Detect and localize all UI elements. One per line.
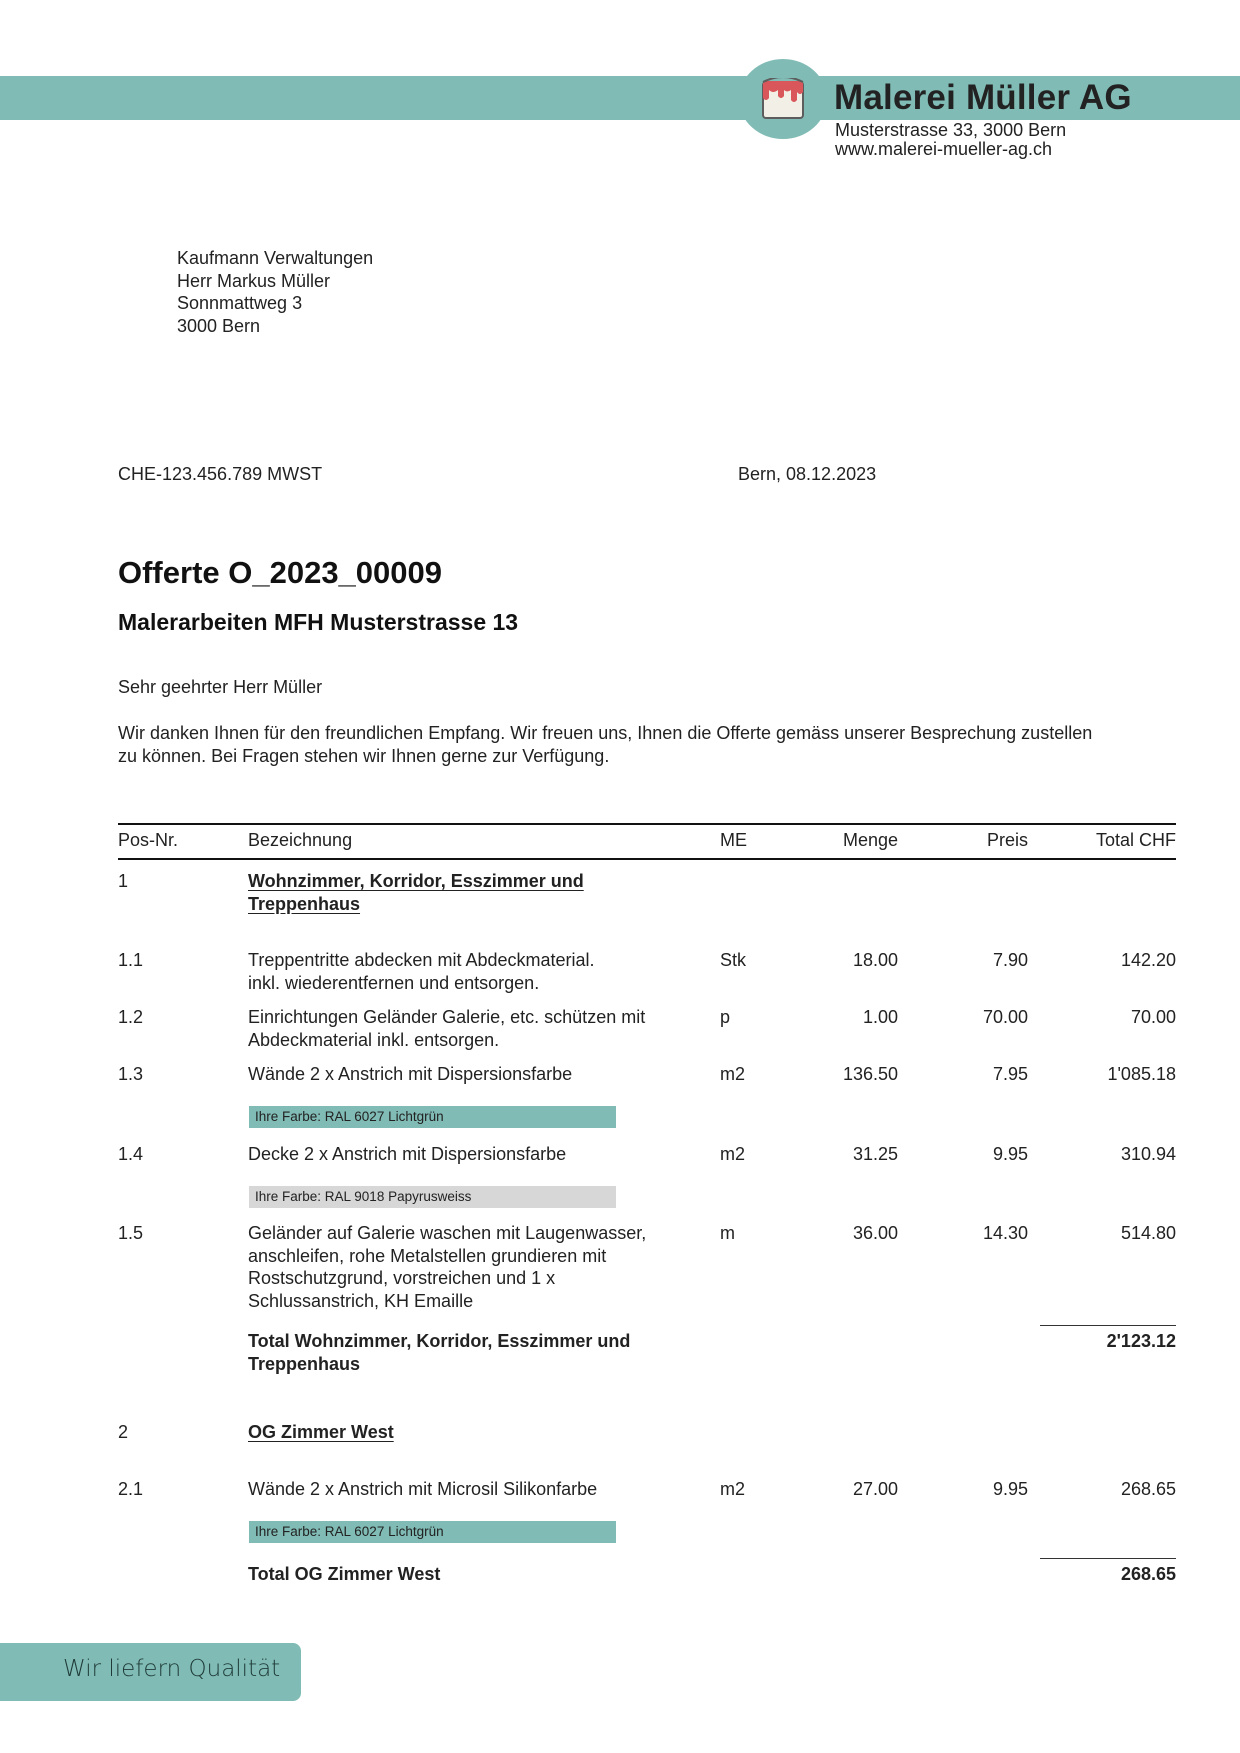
item-desc-line: Rostschutzgrund, vorstreichen und 1 x [248, 1268, 556, 1288]
intro-line: Wir danken Ihnen für den freundlichen Empfang. Wir freuen uns, Ihnen die Offerte gemäss unserer Besprechung zustellen [118, 723, 1093, 743]
group-total-label [248, 1330, 630, 1375]
item-unit: m [720, 1223, 735, 1243]
item-desc-line: Schlussanstrich, KH Emaille [248, 1290, 474, 1311]
item-desc-line: Geländer auf Galerie waschen mit Laugenwasser, [248, 1223, 647, 1243]
header-pos: Pos-Nr. [118, 830, 179, 850]
item-pos: 1.5 [118, 1223, 144, 1243]
group-title [248, 1421, 394, 1444]
item-pos: 1.1 [118, 950, 144, 970]
item-quantity: 36.00 [852, 1223, 898, 1243]
item-total: 514.80 [1120, 1223, 1176, 1243]
group-total-label-line: Total OG Zimmer West [248, 1564, 441, 1584]
header-total: Total CHF [1095, 830, 1176, 850]
group-title-line: OG Zimmer West [248, 1422, 394, 1442]
item-total: 268.65 [1120, 1479, 1176, 1499]
item-desc-line: Decke 2 x Anstrich mit Dispersionsfarbe [248, 1144, 567, 1164]
group-title [248, 870, 584, 915]
item-price: 14.30 [982, 1223, 1028, 1243]
group-title-line: Wohnzimmer, Korridor, Esszimmer und [248, 871, 584, 891]
item-total: 70.00 [1130, 1007, 1176, 1027]
color-tag: Ihre Farbe: RAL 6027 Lichtgrün [249, 1106, 616, 1128]
group-title-line: Treppenhaus [248, 893, 361, 914]
company-name: Malerei Müller AG [834, 78, 1132, 117]
footer-slogan: Wir liefern Qualität [63, 1656, 281, 1682]
header-unit: ME [720, 830, 747, 850]
group-total-label-line: Total Wohnzimmer, Korridor, Esszimmer und [248, 1331, 631, 1351]
salutation: Sehr geehrter Herr Müller [118, 677, 323, 697]
item-desc-line: Treppentritte abdecken mit Abdeckmaterial. [248, 950, 595, 970]
item-quantity: 31.25 [852, 1144, 898, 1164]
company-address-block [835, 121, 1066, 159]
place-date: Bern, 08.12.2023 [738, 464, 877, 484]
recipient-address [177, 247, 373, 337]
recipient-city: 3000 Bern [177, 315, 261, 336]
company-address: Musterstrasse 33, 3000 Bern [835, 120, 1067, 140]
item-unit: m2 [720, 1479, 746, 1499]
item-price: 9.95 [992, 1479, 1028, 1499]
item-price: 7.90 [992, 950, 1028, 970]
intro-text [118, 722, 1178, 767]
subtotal-rule [1040, 1558, 1176, 1559]
intro-line: zu können. Bei Fragen stehen wir Ihnen gerne zur Verfügung. [118, 745, 610, 766]
item-pos: 1.2 [118, 1007, 144, 1027]
group-total-label [248, 1563, 440, 1586]
item-description [248, 949, 595, 994]
recipient-person: Herr Markus Müller [177, 270, 331, 291]
subtotal-rule [1040, 1325, 1176, 1326]
document-subtitle: Malerarbeiten MFH Musterstrasse 13 [118, 609, 519, 635]
group-total-value: 268.65 [1120, 1564, 1176, 1584]
item-description [248, 1478, 597, 1501]
header-quantity: Menge [842, 830, 898, 850]
color-tag: Ihre Farbe: RAL 9018 Papyrusweiss [249, 1186, 616, 1208]
color-tag: Ihre Farbe: RAL 6027 Lichtgrün [249, 1521, 616, 1543]
item-total: 1'085.18 [1107, 1064, 1176, 1084]
item-desc-line: Wände 2 x Anstrich mit Microsil Silikonfarbe [248, 1479, 598, 1499]
item-description [248, 1222, 646, 1312]
item-unit: p [720, 1007, 731, 1027]
recipient-street: Sonnmattweg 3 [177, 293, 303, 313]
document-title: Offerte O_2023_00009 [118, 555, 443, 590]
company-website: www.malerei-mueller-ag.ch [835, 139, 1053, 159]
item-price: 7.95 [992, 1064, 1028, 1084]
item-quantity: 18.00 [852, 950, 898, 970]
item-desc-line: Einrichtungen Geländer Galerie, etc. schützen mit [248, 1007, 646, 1027]
item-total: 142.20 [1120, 950, 1176, 970]
item-quantity: 136.50 [842, 1064, 898, 1084]
item-desc-line: inkl. wiederentfernen und entsorgen. [248, 972, 540, 993]
item-pos: 2.1 [118, 1479, 144, 1499]
item-price: 9.95 [992, 1144, 1028, 1164]
item-total: 310.94 [1120, 1144, 1176, 1164]
header-price: Preis [986, 830, 1028, 850]
item-description [248, 1143, 566, 1166]
item-desc-line: Abdeckmaterial inkl. entsorgen. [248, 1029, 500, 1050]
group-total-label-line: Treppenhaus [248, 1353, 361, 1374]
item-desc-line: Wände 2 x Anstrich mit Dispersionsfarbe [248, 1064, 573, 1084]
item-price: 70.00 [982, 1007, 1028, 1027]
item-unit: m2 [720, 1144, 746, 1164]
group-pos: 1 [118, 871, 129, 891]
header-description: Bezeichnung [248, 830, 353, 850]
item-quantity: 1.00 [862, 1007, 898, 1027]
item-pos: 1.3 [118, 1064, 144, 1084]
group-pos: 2 [118, 1422, 129, 1442]
item-quantity: 27.00 [852, 1479, 898, 1499]
item-unit: m2 [720, 1064, 746, 1084]
item-description [248, 1006, 645, 1051]
item-unit: Stk [720, 950, 747, 970]
paint-bucket-icon [760, 78, 806, 120]
recipient-company: Kaufmann Verwaltungen [177, 248, 374, 268]
item-pos: 1.4 [118, 1144, 144, 1164]
item-description [248, 1063, 572, 1086]
table-top-rule [118, 823, 1176, 825]
group-total-value: 2'123.12 [1106, 1331, 1176, 1351]
item-desc-line: anschleifen, rohe Metalstellen grundieren mit [248, 1245, 607, 1266]
vat-number: CHE-123.456.789 MWST [118, 464, 323, 484]
table-header-rule [118, 858, 1176, 860]
